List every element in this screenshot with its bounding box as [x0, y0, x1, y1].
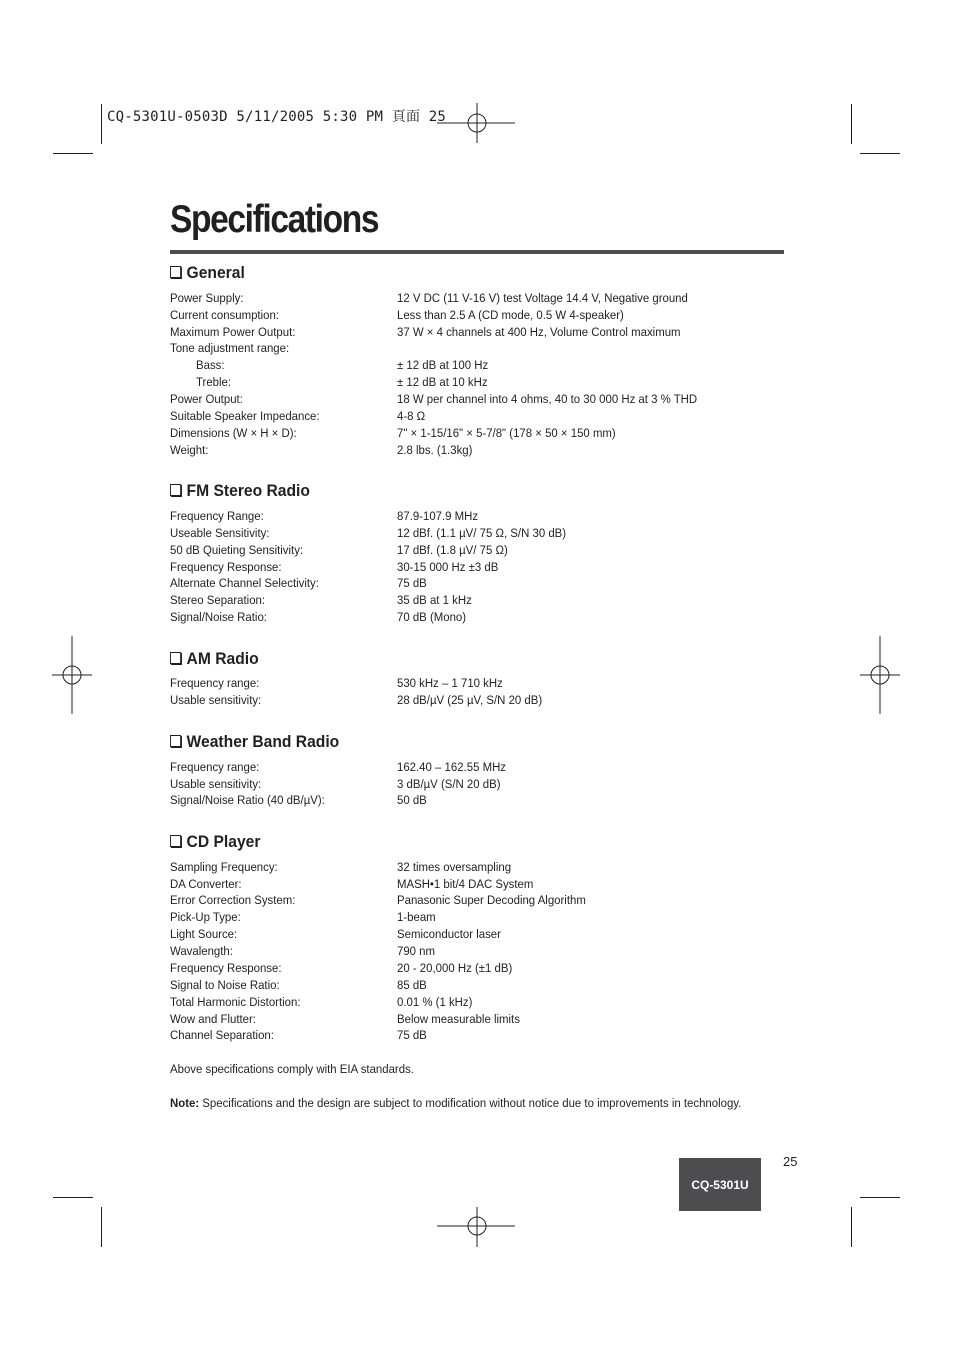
registration-mark-left — [52, 636, 92, 714]
model-label: CQ-5301U — [691, 1177, 749, 1192]
crop-mark-tr-h — [860, 153, 900, 154]
crop-mark-tr-v — [851, 104, 852, 144]
note-text: Specifications and the design are subject to modification without notice due to improvements in technology. — [199, 1096, 742, 1110]
crop-mark-br-v — [851, 1207, 852, 1247]
title-rule — [170, 250, 784, 254]
modification-note — [170, 1096, 741, 1110]
crop-mark-br-h — [860, 1197, 900, 1198]
registration-mark-top — [437, 103, 517, 143]
note-label: Note: — [170, 1096, 200, 1110]
eia-compliance-note: Above specifications comply with EIA standards. — [170, 1062, 414, 1076]
checkbox-bullet-icon — [170, 735, 181, 747]
section-heading-cd-player: CD Player — [170, 832, 260, 852]
printer-slug: CQ-5301U-0503D 5/11/2005 5:30 PM 頁面 25 — [107, 109, 447, 125]
crop-mark-tl-v — [101, 104, 102, 144]
section-heading-am-radio: AM Radio — [170, 649, 259, 669]
crop-mark-bl-h — [53, 1197, 93, 1198]
crop-mark-tl-h — [53, 153, 93, 154]
page-title: Specifications — [170, 198, 379, 241]
registration-mark-right — [860, 636, 900, 714]
checkbox-bullet-icon — [170, 484, 181, 496]
checkbox-bullet-icon — [170, 652, 181, 664]
model-tab — [679, 1158, 761, 1211]
section-heading-fm-stereo-radio: FM Stereo Radio — [170, 481, 310, 501]
section-heading-weather-band-radio: Weather Band Radio — [170, 732, 339, 752]
page-number: 25 — [783, 1154, 798, 1169]
registration-mark-bottom — [437, 1207, 517, 1247]
checkbox-bullet-icon — [170, 835, 181, 847]
crop-mark-bl-v — [101, 1207, 102, 1247]
section-heading-general: General — [170, 263, 245, 283]
checkbox-bullet-icon — [170, 266, 181, 278]
